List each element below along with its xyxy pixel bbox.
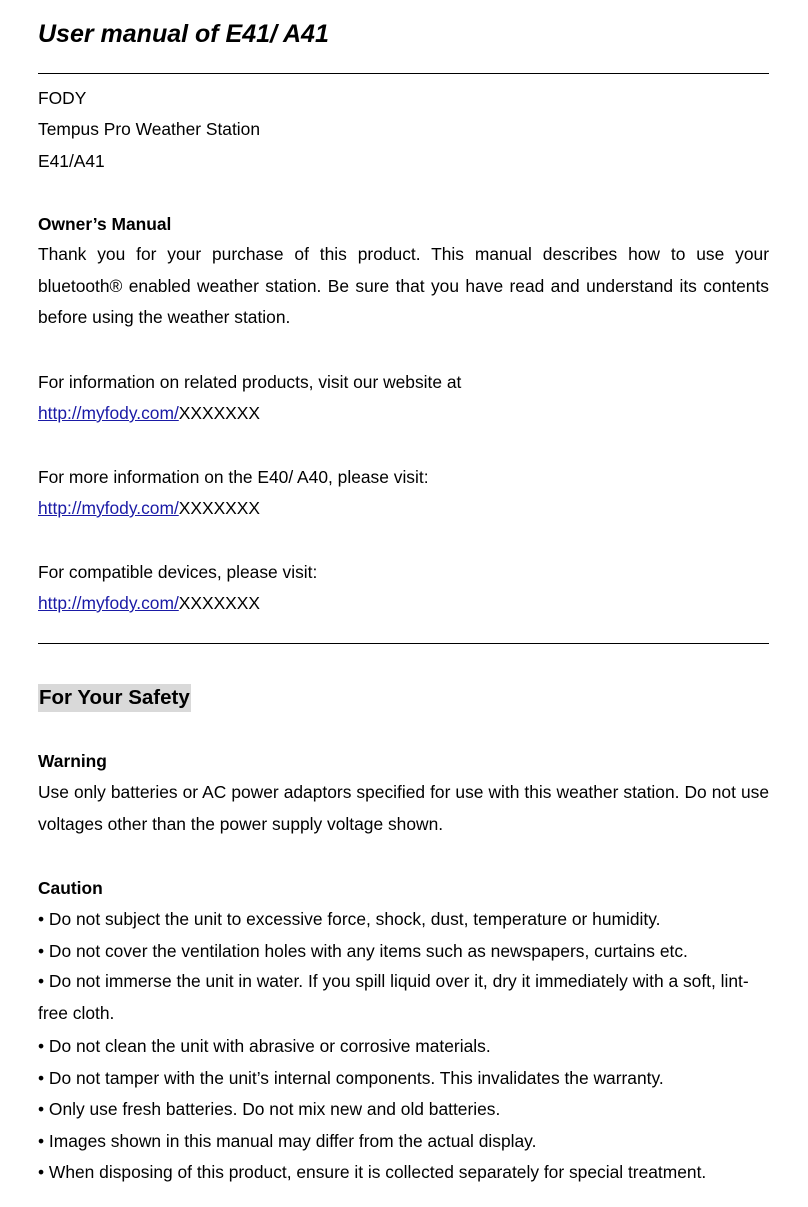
- caution-heading: Caution: [38, 878, 103, 898]
- warning-text: Use only batteries or AC power adaptors specified for use with this weather station. Do not use voltages other than the power supply voltage shown.: [38, 782, 769, 834]
- caution-item: • Do not tamper with the unit’s internal components. This invalidates the warranty.: [38, 1068, 664, 1088]
- caution-item: • Do not subject the unit to excessive force, shock, dust, temperature or humidity.: [38, 909, 661, 929]
- section-divider: [38, 643, 769, 644]
- related-products-text: For information on related products, visit our website at: [38, 372, 462, 392]
- compatible-devices-link-suffix: XXXXXXX: [178, 593, 260, 613]
- page-title: User manual of E41/ A41: [38, 20, 329, 48]
- compatible-devices-link[interactable]: http://myfody.com/: [38, 593, 179, 613]
- caution-item: • Images shown in this manual may differ from the actual display.: [38, 1131, 537, 1151]
- compatible-devices-text: For compatible devices, please visit:: [38, 562, 318, 582]
- warning-heading: Warning: [38, 751, 107, 771]
- title-divider: [38, 73, 769, 74]
- e40-link[interactable]: http://myfody.com/: [38, 498, 179, 518]
- product-name: Tempus Pro Weather Station: [38, 119, 261, 139]
- compatible-devices-link-row: [38, 591, 260, 615]
- related-products-link-suffix: XXXXXXX: [178, 403, 260, 423]
- brand-name: FODY: [38, 88, 87, 108]
- owners-manual-heading: Owner’s Manual: [38, 214, 172, 234]
- owners-manual-intro: Thank you for your purchase of this product. This manual describes how to use your bluetooth® enabled weather station. Be sure that you have read and understand its contents before using the weather station.: [38, 244, 769, 328]
- related-products-link-row: [38, 401, 260, 425]
- caution-item: • Do not clean the unit with abrasive or corrosive materials.: [38, 1036, 491, 1056]
- caution-item: • Only use fresh batteries. Do not mix new and old batteries.: [38, 1099, 501, 1119]
- model-number: E41/A41: [38, 151, 105, 171]
- safety-heading: For Your Safety: [38, 684, 191, 712]
- related-products-link[interactable]: http://myfody.com/: [38, 403, 179, 423]
- e40-link-row: [38, 496, 260, 520]
- e40-info-text: For more information on the E40/ A40, please visit:: [38, 467, 429, 487]
- caution-item: • When disposing of this product, ensure it is collected separately for special treatment.: [38, 1162, 707, 1182]
- caution-item: • Do not cover the ventilation holes with any items such as newspapers, curtains etc.: [38, 941, 688, 961]
- caution-item: • Do not immerse the unit in water. If you spill liquid over it, dry it immediately with a soft, lint-free cloth.: [38, 971, 749, 1023]
- e40-link-suffix: XXXXXXX: [178, 498, 260, 518]
